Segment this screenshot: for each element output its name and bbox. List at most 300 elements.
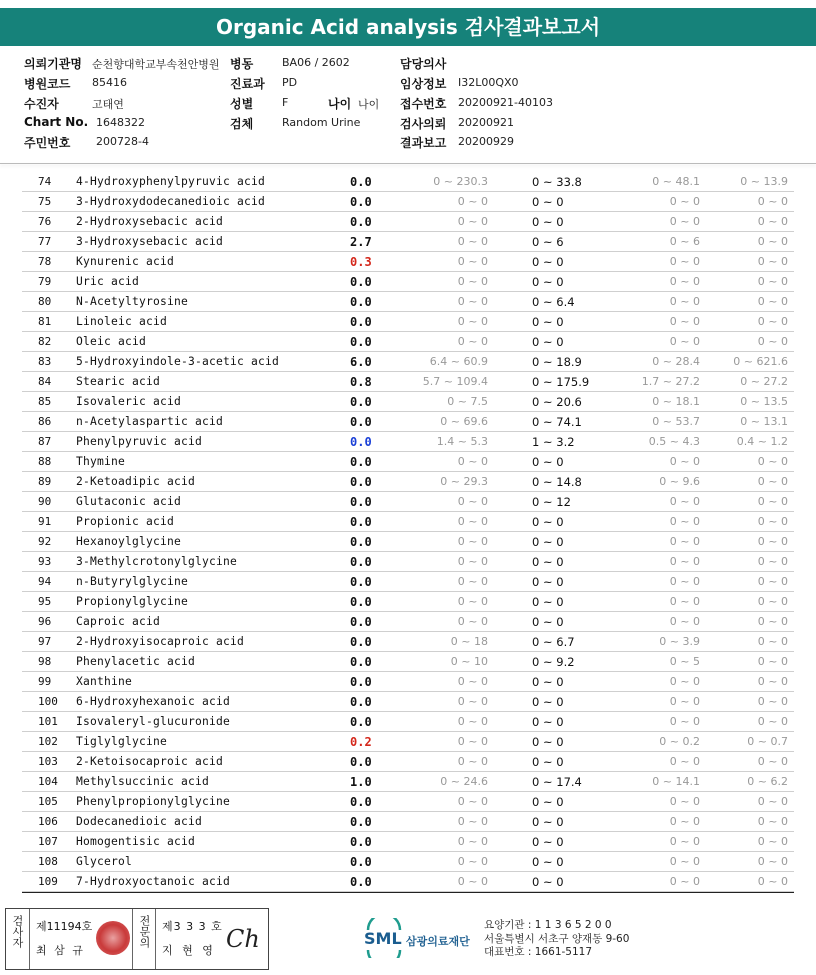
- reference-range-2: 0 ~ 0: [532, 595, 564, 609]
- reference-range-2: 0 ~ 0: [532, 815, 564, 829]
- row-number: 77: [38, 235, 52, 248]
- reference-range-3: 0 ~ 9.6: [659, 475, 700, 488]
- analyte-name: Dodecanedioic acid: [76, 815, 203, 828]
- table-row: [22, 452, 794, 472]
- row-number: 76: [38, 215, 52, 228]
- reference-range-2: 0 ~ 0: [532, 755, 564, 769]
- reference-range-2: 0 ~ 0: [532, 255, 564, 269]
- table-row: [22, 232, 794, 252]
- reference-range-1: 0 ~ 0: [457, 295, 488, 308]
- reference-range-4: 0 ~ 0: [757, 635, 788, 648]
- reference-range-2: 0 ~ 0: [532, 575, 564, 589]
- reference-range-4: 0 ~ 621.6: [733, 355, 788, 368]
- result-value: 0.0: [350, 695, 372, 709]
- reference-range-4: 0 ~ 0.7: [747, 735, 788, 748]
- specialist-name: 지 현 영: [162, 944, 216, 957]
- analyte-name: Glutaconic acid: [76, 495, 182, 508]
- row-number: 88: [38, 455, 52, 468]
- reference-range-1: 0 ~ 0: [457, 575, 488, 588]
- reference-range-4: 0 ~ 0: [757, 755, 788, 768]
- reference-range-2: 0 ~ 9.2: [532, 655, 575, 669]
- reference-range-2: 0 ~ 0: [532, 735, 564, 749]
- analyte-name: Phenylacetic acid: [76, 655, 196, 668]
- result-value: 0.8: [350, 375, 372, 389]
- reference-range-1: 0 ~ 230.3: [433, 175, 488, 188]
- reference-range-4: 0 ~ 0: [757, 255, 788, 268]
- result-value: 0.2: [350, 735, 372, 749]
- table-row: [22, 352, 794, 372]
- reference-range-4: 0 ~ 0: [757, 215, 788, 228]
- reference-range-2: 0 ~ 33.8: [532, 175, 582, 189]
- row-number: 107: [38, 835, 58, 848]
- reference-range-4: 0 ~ 0: [757, 315, 788, 328]
- reference-range-3: 0 ~ 53.7: [652, 415, 700, 428]
- row-number: 85: [38, 395, 52, 408]
- row-number: 105: [38, 795, 58, 808]
- dept-label: 진료과: [230, 77, 265, 91]
- reference-range-4: 0 ~ 0: [757, 615, 788, 628]
- code-label: 병원코드: [24, 77, 71, 91]
- reference-range-3: 0 ~ 0: [669, 855, 700, 868]
- reference-range-4: 0 ~ 13.9: [740, 175, 788, 188]
- table-row: [22, 692, 794, 712]
- reference-range-1: 0 ~ 0: [457, 755, 488, 768]
- reference-range-3: 0 ~ 28.4: [652, 355, 700, 368]
- result-value: 0.0: [350, 515, 372, 529]
- reference-range-4: 0 ~ 0: [757, 575, 788, 588]
- row-number: 89: [38, 475, 52, 488]
- reference-range-3: 0 ~ 0: [669, 555, 700, 568]
- analyte-name: Hexanoylglycine: [76, 535, 182, 548]
- row-number: 82: [38, 335, 52, 348]
- examiner-name: 최 삼 규: [36, 944, 85, 957]
- analyte-name: Homogentisic acid: [76, 835, 196, 848]
- lab-logo: [362, 918, 478, 962]
- reference-range-3: 0 ~ 0: [669, 515, 700, 528]
- reference-range-3: 0 ~ 3.9: [659, 635, 700, 648]
- reference-range-2: 0 ~ 0: [532, 875, 564, 889]
- lab-name: 삼광의료재단: [406, 935, 470, 948]
- reference-range-4: 0 ~ 0: [757, 335, 788, 348]
- table-row: [22, 572, 794, 592]
- ward-value: BA06 / 2602: [282, 56, 350, 69]
- reference-range-2: 0 ~ 0: [532, 455, 564, 469]
- table-row: [22, 252, 794, 272]
- reference-range-4: 0 ~ 13.5: [740, 395, 788, 408]
- reference-range-4: 0 ~ 0: [757, 655, 788, 668]
- reference-range-1: 0 ~ 0: [457, 195, 488, 208]
- result-value: 0.0: [350, 835, 372, 849]
- result-value: 0.0: [350, 615, 372, 629]
- lab-logo-text: SML: [364, 929, 402, 948]
- lab-info: [484, 919, 629, 960]
- reference-range-2: 1 ~ 3.2: [532, 435, 575, 449]
- reference-range-1: 0 ~ 0: [457, 675, 488, 688]
- result-value: 0.0: [350, 495, 372, 509]
- analyte-name: Isovaleryl-glucuronide: [76, 715, 231, 728]
- reference-range-1: 0 ~ 10: [450, 655, 488, 668]
- reference-range-3: 0 ~ 6: [669, 235, 700, 248]
- patient-label: 수진자: [24, 97, 59, 111]
- table-row: [22, 532, 794, 552]
- reference-range-3: 0 ~ 0: [669, 815, 700, 828]
- header-separator: [0, 163, 816, 164]
- result-value: 0.0: [350, 295, 372, 309]
- table-row: [22, 612, 794, 632]
- result-value: 0.0: [350, 475, 372, 489]
- reference-range-3: 0 ~ 0: [669, 295, 700, 308]
- reference-range-1: 0 ~ 0: [457, 555, 488, 568]
- result-value: 0.0: [350, 675, 372, 689]
- reference-range-3: 0 ~ 0: [669, 495, 700, 508]
- result-value: 0.0: [350, 275, 372, 289]
- table-row: [22, 432, 794, 452]
- receipt-label: 접수번호: [400, 97, 447, 111]
- reference-range-1: 0 ~ 0: [457, 455, 488, 468]
- analyte-name: Tiglylglycine: [76, 735, 168, 748]
- row-number: 108: [38, 855, 58, 868]
- reference-range-3: 0 ~ 0: [669, 195, 700, 208]
- result-value: 0.0: [350, 595, 372, 609]
- reference-range-2: 0 ~ 0: [532, 675, 564, 689]
- result-value: 0.0: [350, 315, 372, 329]
- reference-range-1: 0 ~ 69.6: [440, 415, 488, 428]
- row-number: 80: [38, 295, 52, 308]
- reference-range-3: 0.5 ~ 4.3: [648, 435, 700, 448]
- analyte-name: Methylsuccinic acid: [76, 775, 210, 788]
- reference-range-4: 0 ~ 0: [757, 295, 788, 308]
- result-value: 0.0: [350, 335, 372, 349]
- reference-range-1: 0 ~ 7.5: [447, 395, 488, 408]
- row-number: 93: [38, 555, 52, 568]
- analyte-name: 6-Hydroxyhexanoic acid: [76, 695, 231, 708]
- age-value: 나이: [358, 98, 380, 111]
- reference-range-1: 0 ~ 18: [450, 635, 488, 648]
- reference-range-1: 0 ~ 0: [457, 815, 488, 828]
- analyte-name: N-Acetyltyrosine: [76, 295, 189, 308]
- table-row: [22, 552, 794, 572]
- request-label: 검사의뢰: [400, 117, 447, 131]
- reference-range-3: 0 ~ 0: [669, 875, 700, 888]
- reference-range-3: 0 ~ 14.1: [652, 775, 700, 788]
- row-number: 78: [38, 255, 52, 268]
- resident-label: 주민번호: [24, 136, 71, 150]
- reference-range-2: 0 ~ 0: [532, 215, 564, 229]
- table-row: [22, 852, 794, 872]
- reference-range-1: 6.4 ~ 60.9: [429, 355, 488, 368]
- result-value: 0.0: [350, 855, 372, 869]
- reference-range-2: 0 ~ 0: [532, 275, 564, 289]
- reference-range-4: 0 ~ 0: [757, 555, 788, 568]
- dept-value: PD: [282, 76, 298, 89]
- reference-range-1: 0 ~ 0: [457, 515, 488, 528]
- reference-range-3: 0 ~ 0: [669, 215, 700, 228]
- reference-range-3: 0 ~ 0: [669, 455, 700, 468]
- analyte-name: Caproic acid: [76, 615, 161, 628]
- reference-range-1: 0 ~ 0: [457, 615, 488, 628]
- table-row: [22, 652, 794, 672]
- table-row: [22, 872, 794, 892]
- reference-range-3: 0 ~ 0: [669, 535, 700, 548]
- reference-range-3: 0 ~ 0.2: [659, 735, 700, 748]
- reference-range-2: 0 ~ 0: [532, 555, 564, 569]
- analyte-name: 3-Hydroxysebacic acid: [76, 235, 224, 248]
- row-number: 84: [38, 375, 52, 388]
- lab-code: 요양기관 : 1 1 3 6 5 2 0 0: [484, 919, 612, 931]
- table-row: [22, 472, 794, 492]
- result-value: 0.0: [350, 755, 372, 769]
- row-number: 109: [38, 875, 58, 888]
- reference-range-4: 0 ~ 0: [757, 695, 788, 708]
- analyte-name: Oleic acid: [76, 335, 147, 348]
- reference-range-4: 0 ~ 0: [757, 795, 788, 808]
- reference-range-1: 0 ~ 0: [457, 855, 488, 868]
- reference-range-1: 0 ~ 0: [457, 875, 488, 888]
- reference-range-1: 0 ~ 0: [457, 255, 488, 268]
- reference-range-4: 0 ~ 6.2: [747, 775, 788, 788]
- result-value: 0.0: [350, 815, 372, 829]
- row-number: 106: [38, 815, 58, 828]
- row-number: 96: [38, 615, 52, 628]
- clinical-value: I32L00QX0: [458, 76, 519, 89]
- table-row: [22, 492, 794, 512]
- reference-range-4: 0 ~ 0: [757, 195, 788, 208]
- reference-range-4: 0 ~ 0: [757, 455, 788, 468]
- analyte-name: Propionylglycine: [76, 595, 189, 608]
- reference-range-1: 1.4 ~ 5.3: [436, 435, 488, 448]
- analyte-name: n-Butyrylglycine: [76, 575, 189, 588]
- reference-range-4: 0 ~ 0: [757, 675, 788, 688]
- reference-range-4: 0 ~ 0: [757, 875, 788, 888]
- reference-range-3: 0 ~ 0: [669, 695, 700, 708]
- row-number: 91: [38, 515, 52, 528]
- examiner-license: 제11194호: [36, 920, 93, 933]
- specimen-label: 검체: [230, 117, 254, 131]
- reference-range-1: 0 ~ 29.3: [440, 475, 488, 488]
- request-value: 20200921: [458, 116, 514, 129]
- table-bottom-rule: [22, 892, 794, 893]
- result-value: 6.0: [350, 355, 372, 369]
- row-number: 98: [38, 655, 52, 668]
- reference-range-2: 0 ~ 14.8: [532, 475, 582, 489]
- reference-range-2: 0 ~ 0: [532, 715, 564, 729]
- reference-range-1: 0 ~ 0: [457, 695, 488, 708]
- reference-range-3: 0 ~ 0: [669, 755, 700, 768]
- analyte-name: 2-Ketoadipic acid: [76, 475, 196, 488]
- result-value: 0.0: [350, 195, 372, 209]
- report-title: Organic Acid analysis 검사결과보고서: [0, 8, 816, 46]
- chart-label: Chart No.: [24, 115, 89, 129]
- reference-range-2: 0 ~ 0: [532, 615, 564, 629]
- result-value: 2.7: [350, 235, 372, 249]
- row-number: 87: [38, 435, 52, 448]
- specialist-label-cell: [132, 909, 156, 969]
- analyte-name: 7-Hydroxyoctanoic acid: [76, 875, 231, 888]
- table-row: [22, 392, 794, 412]
- sex-label: 성별: [230, 97, 254, 111]
- reference-range-1: 0 ~ 0: [457, 535, 488, 548]
- result-value: 0.3: [350, 255, 372, 269]
- result-value: 0.0: [350, 795, 372, 809]
- reference-range-1: 0 ~ 0: [457, 335, 488, 348]
- reference-range-1: 0 ~ 0: [457, 275, 488, 288]
- reference-range-2: 0 ~ 0: [532, 695, 564, 709]
- report-label: 결과보고: [400, 136, 447, 150]
- row-number: 104: [38, 775, 58, 788]
- analyte-name: Kynurenic acid: [76, 255, 175, 268]
- resident-value: 200728-4: [96, 135, 149, 148]
- result-value: 0.0: [350, 395, 372, 409]
- analyte-name: Linoleic acid: [76, 315, 168, 328]
- clinical-label: 임상정보: [400, 77, 447, 91]
- table-row: [22, 792, 794, 812]
- reference-range-2: 0 ~ 18.9: [532, 355, 582, 369]
- reference-range-4: 0 ~ 0: [757, 715, 788, 728]
- reference-range-2: 0 ~ 6.7: [532, 635, 575, 649]
- table-row: [22, 272, 794, 292]
- doctor-label: 담당의사: [400, 57, 447, 71]
- reference-range-3: 0 ~ 0: [669, 275, 700, 288]
- lab-address: 서울특별시 서초구 양재동 9-60: [484, 932, 630, 945]
- examiner-label-cell: [6, 909, 30, 969]
- reference-range-1: 0 ~ 0: [457, 235, 488, 248]
- reference-range-3: 0 ~ 5: [669, 655, 700, 668]
- table-row: [22, 192, 794, 212]
- analyte-name: Phenylpropionylglycine: [76, 795, 231, 808]
- analyte-name: 2-Hydroxyisocaproic acid: [76, 635, 245, 648]
- receipt-value: 20200921-40103: [458, 96, 553, 109]
- result-value: 0.0: [350, 435, 372, 449]
- row-number: 75: [38, 195, 52, 208]
- hospital-label: 의뢰기관명: [24, 57, 82, 71]
- row-number: 74: [38, 175, 52, 188]
- reference-range-4: 0 ~ 0: [757, 595, 788, 608]
- reference-range-3: 0 ~ 0: [669, 315, 700, 328]
- reference-range-1: 0 ~ 0: [457, 835, 488, 848]
- reference-range-2: 0 ~ 0: [532, 515, 564, 529]
- reference-range-4: 0 ~ 0: [757, 235, 788, 248]
- analyte-name: 2-Ketoisocaproic acid: [76, 755, 224, 768]
- examiner-label: 검사자: [11, 915, 24, 948]
- reference-range-2: 0 ~ 0: [532, 335, 564, 349]
- reference-range-2: 0 ~ 0: [532, 855, 564, 869]
- row-number: 79: [38, 275, 52, 288]
- row-number: 95: [38, 595, 52, 608]
- result-value: 0.0: [350, 415, 372, 429]
- reference-range-4: 0 ~ 0: [757, 855, 788, 868]
- reference-range-1: 0 ~ 0: [457, 495, 488, 508]
- report-value: 20200929: [458, 135, 514, 148]
- row-number: 99: [38, 675, 52, 688]
- reference-range-4: 0 ~ 0: [757, 535, 788, 548]
- chart-value: 1648322: [96, 116, 145, 129]
- reference-range-2: 0 ~ 6.4: [532, 295, 575, 309]
- result-value: 0.0: [350, 215, 372, 229]
- reference-range-2: 0 ~ 0: [532, 835, 564, 849]
- reference-range-2: 0 ~ 12: [532, 495, 571, 509]
- table-row: [22, 632, 794, 652]
- signature-box: [5, 908, 269, 970]
- analyte-name: n-Acetylaspartic acid: [76, 415, 224, 428]
- result-value: 0.0: [350, 455, 372, 469]
- analyte-name: 3-Hydroxydodecanedioic acid: [76, 195, 266, 208]
- reference-range-1: 0 ~ 0: [457, 735, 488, 748]
- analyte-name: 2-Hydroxysebacic acid: [76, 215, 224, 228]
- table-row: [22, 412, 794, 432]
- result-value: 0.0: [350, 575, 372, 589]
- reference-range-2: 0 ~ 175.9: [532, 375, 590, 389]
- reference-range-3: 0 ~ 0: [669, 575, 700, 588]
- report-footer: [0, 905, 816, 975]
- reference-range-2: 0 ~ 6: [532, 235, 564, 249]
- reference-range-3: 0 ~ 0: [669, 615, 700, 628]
- reference-range-2: 0 ~ 0: [532, 795, 564, 809]
- row-number: 86: [38, 415, 52, 428]
- reference-range-1: 0 ~ 0: [457, 795, 488, 808]
- table-row: [22, 732, 794, 752]
- reference-range-4: 0 ~ 0: [757, 495, 788, 508]
- reference-range-3: 0 ~ 0: [669, 835, 700, 848]
- result-value: 0.0: [350, 875, 372, 889]
- reference-range-3: 0 ~ 0: [669, 255, 700, 268]
- analyte-name: Phenylpyruvic acid: [76, 435, 203, 448]
- row-number: 103: [38, 755, 58, 768]
- reference-range-3: 0 ~ 0: [669, 335, 700, 348]
- row-number: 81: [38, 315, 52, 328]
- table-row: [22, 292, 794, 312]
- reference-range-4: 0 ~ 0: [757, 475, 788, 488]
- table-row: [22, 752, 794, 772]
- reference-range-3: 0 ~ 0: [669, 795, 700, 808]
- table-row: [22, 672, 794, 692]
- reference-range-1: 5.7 ~ 109.4: [422, 375, 488, 388]
- analyte-name: Stearic acid: [76, 375, 161, 388]
- specialist-license: 제3 3 3 호: [162, 920, 223, 933]
- table-row: [22, 512, 794, 532]
- result-value: 0.0: [350, 535, 372, 549]
- row-number: 100: [38, 695, 58, 708]
- analyte-name: 3-Methylcrotonylglycine: [76, 555, 238, 568]
- reference-range-2: 0 ~ 0: [532, 195, 564, 209]
- signature: Ch: [226, 925, 260, 953]
- ward-label: 병동: [230, 57, 254, 71]
- analyte-name: Isovaleric acid: [76, 395, 182, 408]
- lab-phone: 대표번호 : 1661-5117: [484, 946, 593, 958]
- specimen-value: Random Urine: [282, 116, 361, 129]
- row-number: 92: [38, 535, 52, 548]
- analyte-name: Propionic acid: [76, 515, 175, 528]
- table-row: [22, 312, 794, 332]
- reference-range-2: 0 ~ 20.6: [532, 395, 582, 409]
- row-number: 102: [38, 735, 58, 748]
- reference-range-4: 0 ~ 0: [757, 275, 788, 288]
- analyte-name: Thymine: [76, 455, 126, 468]
- reference-range-1: 0 ~ 0: [457, 715, 488, 728]
- reference-range-2: 0 ~ 0: [532, 315, 564, 329]
- analyte-name: 5-Hydroxyindole-3-acetic acid: [76, 355, 280, 368]
- row-number: 101: [38, 715, 58, 728]
- table-row: [22, 212, 794, 232]
- reference-range-3: 0 ~ 18.1: [652, 395, 700, 408]
- row-number: 94: [38, 575, 52, 588]
- age-label: 나이: [328, 97, 352, 111]
- row-number: 83: [38, 355, 52, 368]
- result-value: 0.0: [350, 555, 372, 569]
- reference-range-4: 0 ~ 0: [757, 515, 788, 528]
- seal-stamp: [96, 921, 130, 955]
- specialist-label: 전문의: [138, 915, 151, 948]
- analyte-name: Xanthine: [76, 675, 133, 688]
